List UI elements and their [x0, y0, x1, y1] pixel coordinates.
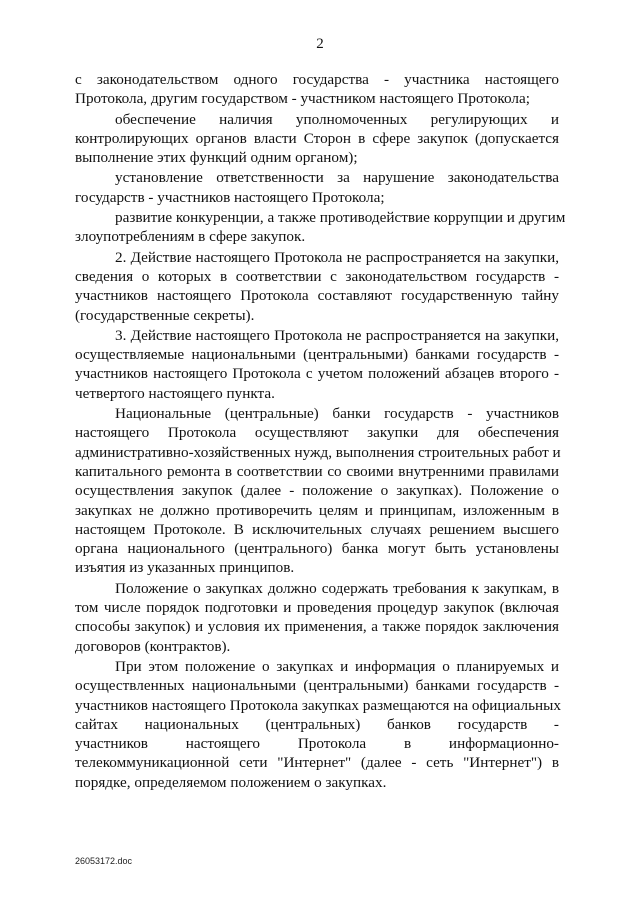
text-line: Положение о закупках должно содержать требования к закупкам, в	[115, 579, 559, 597]
paragraph-7	[75, 404, 559, 578]
text-line: том числе порядок подготовки и проведения процедур закупок (включая	[75, 599, 559, 617]
paragraph-8	[75, 579, 559, 656]
text-line: участников настоящего Протокола в информационно-	[75, 735, 559, 753]
text-line: контролирующих органов власти Сторон в сфере закупок (допускается	[75, 129, 559, 147]
text-line: телекоммуникационной сети "Интернет" (далее - сеть "Интернет") в	[75, 754, 559, 772]
text-line: настоящего Протокола осуществляют закупки для обеспечения	[75, 424, 559, 442]
text-line: изъятия из указанных принципов.	[75, 559, 295, 577]
page-number: 2	[316, 36, 324, 52]
text-line: Протокола, другим государством - участником настоящего Протокола;	[75, 90, 530, 108]
text-line: с законодательством одного государства - участника настоящего	[75, 71, 559, 88]
paragraph-5	[75, 248, 559, 325]
text-line: злоупотреблениям в сфере закупок.	[75, 228, 306, 246]
text-line: участников настоящего Протокола составляют государственную тайну	[75, 287, 559, 305]
text-line: капитального ремонта в соответствии со своими внутренними правилами	[75, 462, 559, 480]
text-line: порядке, определяемом положением о закупках.	[75, 773, 387, 791]
text-line: 2. Действие настоящего Протокола не распространяется на закупки,	[115, 248, 559, 266]
text-line: осуществления закупок (далее - положение о закупках). Положение о	[75, 482, 559, 500]
paragraph-6	[75, 326, 559, 403]
paragraph-2	[75, 110, 559, 168]
text-line: договоров (контрактов).	[75, 637, 231, 655]
document-body	[75, 70, 566, 792]
text-line: органа национального (центрального) банка могут быть установлены	[75, 540, 559, 558]
text-line: участников настоящего Протокола с учетом положений абзацев второго -	[75, 365, 559, 383]
file-name-footer: 26053172.doc	[75, 856, 133, 866]
text-line: выполнение этих функций одним органом);	[75, 149, 358, 167]
text-line: развитие конкуренции, а также противодействие коррупции и другим	[115, 209, 566, 227]
text-line: закупках не должно противоречить целям и принципам, изложенным в	[75, 501, 559, 519]
text-line: способы закупок) и условия их применения, а также порядок заключения	[75, 618, 559, 636]
text-line: осуществляемые национальными (центральными) банками государств -	[75, 346, 559, 364]
text-line: осуществленных национальными (центральными) банками государств -	[75, 677, 559, 695]
text-line: государств - участников настоящего Протокола;	[75, 188, 385, 206]
paragraph-1	[75, 70, 559, 109]
paragraph-9	[75, 657, 559, 792]
text-line: 3. Действие настоящего Протокола не распространяется на закупки,	[115, 326, 559, 344]
text-line: установление ответственности за нарушение законодательства	[115, 169, 559, 187]
text-line: (государственные секреты).	[75, 306, 255, 324]
text-line: четвертого настоящего пункта.	[75, 384, 275, 402]
text-line: Национальные (центральные) банки государств - участников	[115, 405, 559, 423]
text-line: административно-хозяйственных нужд, выполнения строительных работ и	[75, 443, 561, 461]
text-line: обеспечение наличия уполномоченных регулирующих и	[115, 110, 559, 128]
text-line: настоящем Протоколе. В исключительных случаях решением высшего	[75, 520, 559, 538]
text-line: сайтах национальных (центральных) банков государств -	[75, 715, 559, 733]
paragraph-4	[75, 208, 566, 247]
text-line: участников настоящего Протокола закупках размещаются на официальных	[75, 696, 561, 714]
paragraph-3	[75, 168, 559, 207]
text-line: При этом положение о закупках и информация о планируемых и	[115, 657, 559, 675]
text-line: сведения о которых в соответствии с законодательством государств -	[75, 267, 559, 285]
